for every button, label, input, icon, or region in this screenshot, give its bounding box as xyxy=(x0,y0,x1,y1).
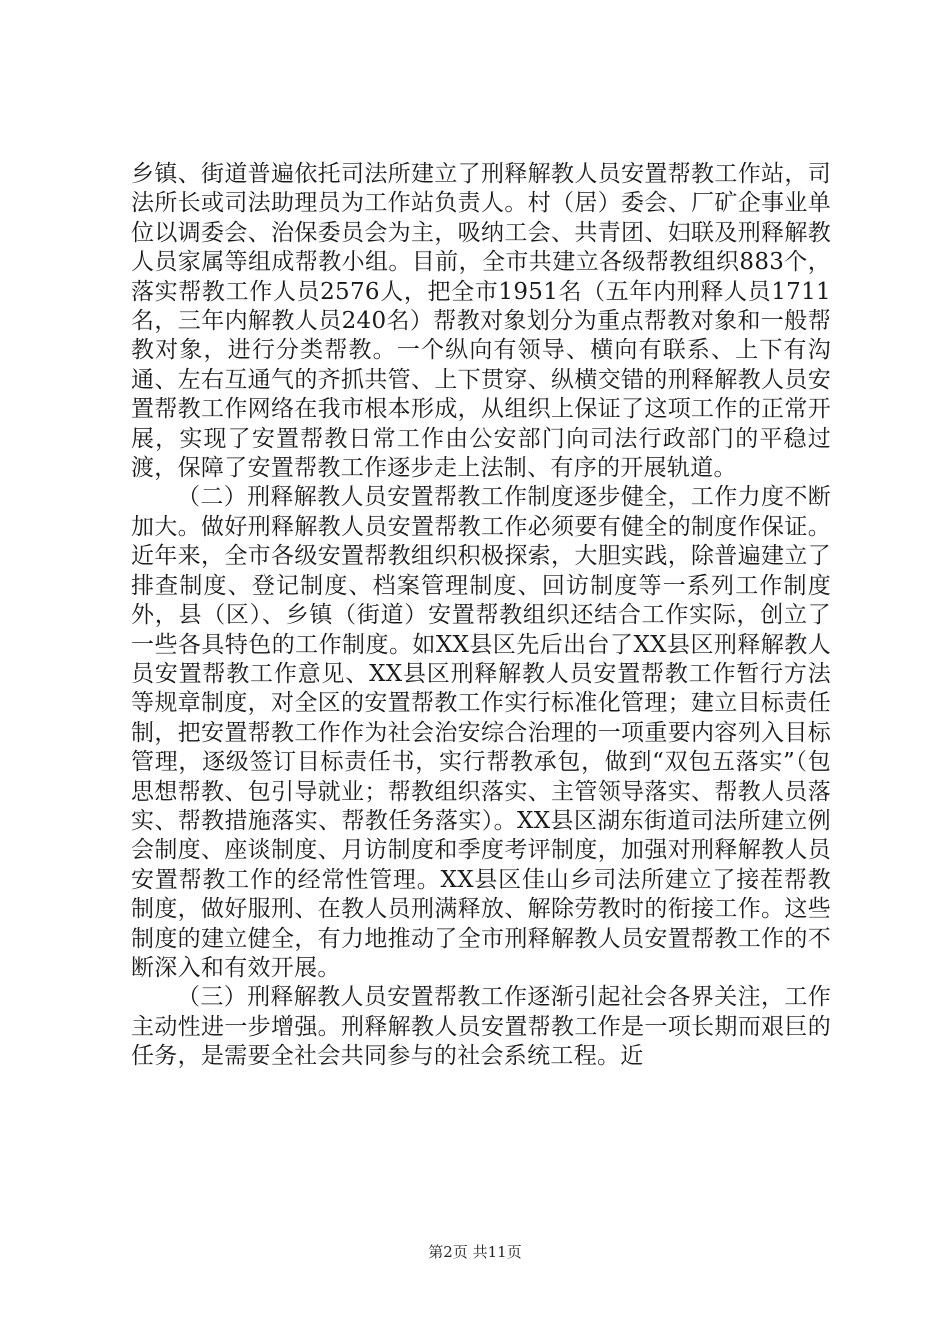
paragraph-3: （三）刑释解教人员安置帮教工作逐渐引起社会各界关注，工作主动性进一步增强。刑释解教人员安置帮教工作是一项长期而艰巨的任务，是需要全社会共同参与的社会系统工程。近 xyxy=(131,984,831,1070)
page-number-footer: 第2页 共11页 xyxy=(428,1243,522,1261)
document-body xyxy=(131,160,831,1072)
paragraph-2: （二）刑释解教人员安置帮教工作制度逐步健全，工作力度不断加大。做好刑释解教人员安置帮教工作必须要有健全的制度作保证。近年来，全市各级安置帮教组织积极探索，大胆实践，除普遍建立了排查制度、登记制度、档案管理制度、回访制度等一系列工作制度外，县（区）、乡镇（街道）安置帮教组织还结合工作实际，创立了一些各具特色的工作制度。如XX县区先后出台了XX县区刑释解教人员安置帮教工作意见、XX县区刑释解教人员安置帮教工作暂行方法等规章制度，对全区的安置帮教工作实行标准化管理；建立目标责任制，把安置帮教工作作为社会治安综合治理的一项重要内容列入目标管理，逐级签订目标责任书，实行帮教承包，做到“双包五落实”（包思想帮教、包引导就业；帮教组织落实、主管领导落实、帮教人员落实、帮教措施落实、帮教任务落实）。XX县区湖东街道司法所建立例会制度、座谈制度、月访制度和季度考评制度，加强对刑释解教人员安置帮教工作的经常性管理。XX县区佳山乡司法所建立了接茬帮教制度，做好服刑、在教人员刑满释放、解除劳教时的衔接工作。这些制度的建立健全，有力地推动了全市刑释解教人员安置帮教工作的不断深入和有效开展。 xyxy=(131,484,831,981)
paragraph-1: 乡镇、街道普遍依托司法所建立了刑释解教人员安置帮教工作站，司法所长或司法助理员为工作站负责人。村（居）委会、厂矿企事业单位以调委会、治保委员会为主，吸纳工会、共青团、妇联及刑释解教人员家属等组成帮教小组。目前，全市共建立各级帮教组织883个，落实帮教工作人员2576人，把全市1951名（五年内刑释人员1711名，三年内解教人员240名）帮教对象划分为重点帮教对象和一般帮教对象，进行分类帮教。一个纵向有领导、横向有联系、上下有沟通、左右互通气的齐抓共管、上下贯穿、纵横交错的刑释解教人员安置帮教工作网络在我市根本形成，从组织上保证了这项工作的正常开展，实现了安置帮教日常工作由公安部门向司法行政部门的平稳过渡，保障了安置帮教工作逐步走上法制、有序的开展轨道。 xyxy=(131,161,831,482)
